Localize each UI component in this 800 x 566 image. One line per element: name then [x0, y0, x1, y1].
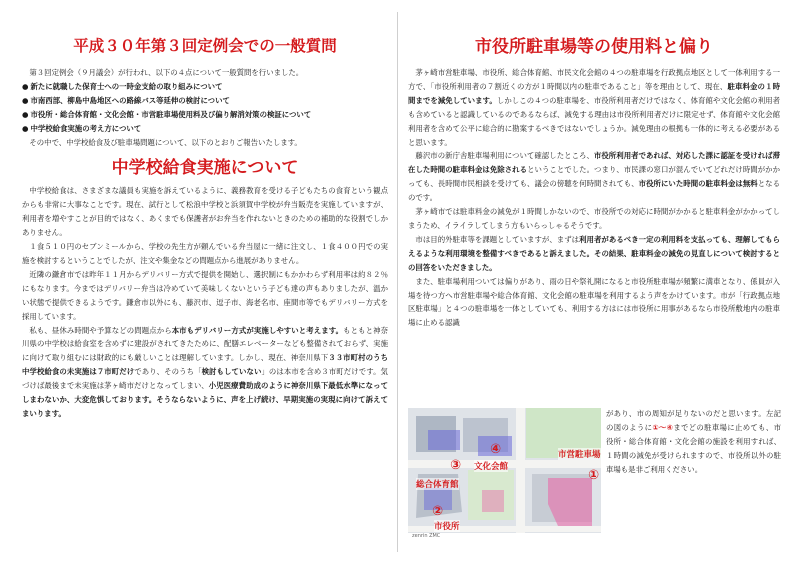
parking-title: 市役所駐車場等の使用料と偏り	[475, 37, 713, 57]
left-column	[22, 0, 388, 421]
parking-paragraph-3: 茅ヶ崎市では駐車料金の減免が１時間しかないので、市役所での対応に時間がかかると駐車料金がかかってしまうため、イライラしてしまう方もいらっしゃるそうです。	[408, 207, 780, 230]
parking-paragraph-1: 茅ヶ崎市営駐車場、市役所、総合体育館、市民文化会館の４つの駐車場を行政拠点地区として一体利用する一方で、「市役所利用者の７割近くの方が１時間以内の駐車であること」等を理由として、現在、駐車料金の１時間までを減免しています。しかしこの４つの駐車場を、市役所利用者だけではなく、体育館や文化会館の利用者も含めていると認識しているのであるならば、減免する理由は市役所利用者だけに限定せず、体育館や文化会館利用者を含めて公平に総合的に勘案するべきではないでしょうか。減免理由の根拠も一体的に考える必要があると思います。	[408, 68, 780, 147]
map-label-3: ③	[450, 458, 462, 473]
lunch-paragraph-3: 近隣の鎌倉市では昨年１１月からデリバリー方式で提供を開始し、選択制にもかかわらず利用率は約８２％にもなります。今まではデリバリー弁当は冷めていて美味しくないという子ども達の声もありましたが、温かい状態で提供できるようです。鎌倉市以外にも、藤沢市、逗子市、海老名市、座間市等でもデリバリー方式を採用しています。	[22, 269, 388, 321]
map-label-1-name: 市営駐車場	[558, 450, 601, 460]
parking-paragraph-4: 市は目的外駐車等を課題としていますが、まずは利用者があるべき一定の利用料を支払っても、理解してもらえるような利用環境を整備すべきであると訴えました。その結果、駐車料金の減免の見直しについて検討するとの回答をいただきました。	[408, 234, 780, 272]
parking-paragraph-2: 藤沢市の新庁舎駐車場利用について確認したところ、市役所利用者であれば、対応した課に認証を受ければ滞在した時間の駐車料金は免除されるということでした。つまり、市民課の窓口が混んでいてどれだけ時間がかかっても、長時間市民相談を受けても、議会の傍聴を何時間されても、市役所にいた時間の駐車料金は無料となるのです。	[408, 151, 780, 203]
circled-numbers: ①〜④	[652, 422, 674, 432]
lunch-paragraph-2: １食５１０円のセブンミールから、学校の先生方が頼んでいる弁当屋に一緒に注文し、１食４００円での実施を検討するということでしたが、注文や集金などの問題点から進展がありません。	[22, 242, 388, 265]
right-column	[408, 0, 781, 539]
lunch-paragraph-4: 私も、昼休み時間や予算などの問題点から本市もデリバリー方式が実施しやすいと考えます。もともと神奈川県の中学校は給食室を含めずに建設がされてきたために、配膳エレベーターなども整備されておらず、実施に向けて取り組むには財政的にも厳しいことは理解しています。しかし、現在、神奈川県下３３市町村のうち中学校給食の未実施は７市町だけであり、そのうち「検討もしていない」のは本市を含め３市町だけです。気づけば最後まで未実施は茅ヶ崎市だけとなってしまい、小児医療費助成のように神奈川県下最低水準になってしまわないか、大変危惧しております。そうならないように、声を上げ続け、早期実施の実現に向けて訴えてまいります。	[22, 325, 388, 418]
parking-paragraph-5: また、駐車場利用ついては偏りがあり、雨の日や祭礼開になると市役所駐車場が頻繁に満車となり、係員が入場を待つ方へ市営駐車場や総合体育館、文化会館の駐車場を利用するよう声をかけています。市が「行政拠点地区駐車場」と４つの駐車場を一体としていても、利用する方はには市役所に用事があるなら市役所敷地内の駐車場に止める認識	[408, 276, 780, 328]
map-label-2-name: 市役所	[434, 522, 460, 532]
topic-item: ● 市役所・総合体育館・文化会館・市営駐車場使用料及び偏り解消対策の検証について	[22, 109, 312, 119]
map-label-3-name: 総合体育館	[416, 480, 459, 490]
topic-item: ● 中学校給食実施の考え方について	[22, 123, 142, 133]
topic-item: ● 市南西部、柳島中島地区への路線バス等延伸の検討について	[22, 95, 230, 105]
lunch-paragraph-1: 中学校給食は、さまざまな議員も実施を訴えているように、義務教育を受ける子どもたちの食育という観点からも非常に大事なことです。現在、試行として松浪中学校と浜須賀中学校が弁当販売を実施していますが、利用者を増やすことが目的ではなく、あくまでも保護者がお弁当を作れないときのための補助的な役割でしかありません。	[22, 186, 388, 238]
parking-map	[408, 408, 601, 542]
column-divider	[397, 12, 398, 552]
map-caption: があり、市の周知が足りないのだと思います。左記の図のように①〜④までどの駐車場に止めても、市役所・総合体育館・文化会館の施設を利用すれば、１時間の減免が受けられますので、市役所以外の駐車場も是非ご利用ください。	[606, 409, 781, 474]
topic-list	[22, 80, 388, 136]
bullet-icon: ●	[22, 109, 29, 119]
map-label-4: ④	[490, 442, 502, 457]
map-credit: zenrin ZMC	[412, 533, 441, 539]
map-label-4-name: 文化会館	[474, 462, 509, 472]
intro-text: 第３回定例会（９月議会）が行われ、以下の４点について一般質問を行いました。	[29, 68, 304, 77]
map-label-1: ①	[588, 468, 600, 483]
bullet-icon: ●	[22, 81, 29, 91]
map-label-2: ②	[432, 504, 444, 519]
bullet-icon: ●	[22, 95, 29, 105]
main-title: 平成３０年第３回定例会での一般質問	[73, 37, 337, 55]
topic-item: ● 新たに就職した保育士への一時金支給の取り組みについて	[22, 81, 223, 91]
report-text: その中で、中学校給食及び駐車場問題について、以下のとおりご報告いたします。	[29, 137, 302, 147]
section-title-lunch: 中学校給食実施について	[111, 158, 299, 179]
bullet-icon: ●	[22, 123, 29, 133]
